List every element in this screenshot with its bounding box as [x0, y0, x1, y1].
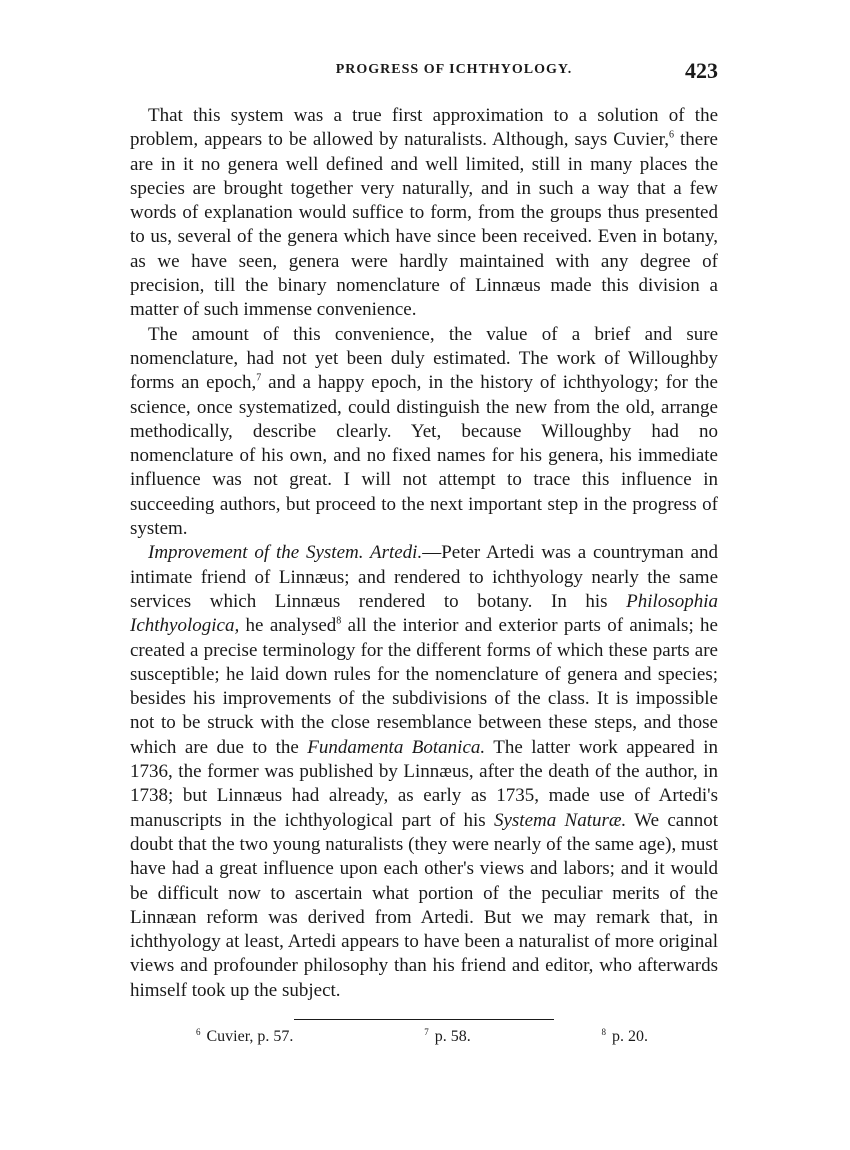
text-run: The amount of this convenience, the value of a brief and sure nomenclature, had not yet been duly estimated. The work of Willoughby forms an epoch,: [130, 323, 718, 394]
text-run: all the interior and exterior parts of animals; he created a precise terminology for the different forms of which these parts are susceptible; he laid down rules for the nomenclature of genera and species; besides his improvements of the subdivisions of the class. It is impossible not to be struck with the close resemblance between these steps, and those which are due to the: [130, 615, 718, 758]
footnote-text: p. 58.: [434, 1027, 471, 1045]
text-run: and a happy epoch, in the history of ichthyology; for the science, once systematized, could distinguish the new from the old, arrange methodically, describe clearly. Yet, because Willoughby had no nomenclature of his own, and no fixed names for his genera, his immediate influence was not great. I will not attempt to trace this influence in succeeding authors, but proceed to the next important step in the progress of system.: [130, 372, 718, 540]
italic-text: Philosophia Ichthyologica,: [130, 590, 718, 637]
footnote-ref: 8: [336, 615, 342, 627]
footnote-7: [424, 1028, 471, 1046]
text-run: The latter work appeared in 1736, the former was published by Linnæus, after the death of the author, in 1738; but Linnæus had already, as early as 1735, made use of Artedi's manuscripts in the ichthyological part of his: [130, 736, 718, 831]
footnote-divider-area: [130, 1019, 718, 1020]
footnote-text: p. 20.: [612, 1027, 648, 1045]
italic-text: Systema Naturæ.: [493, 809, 627, 831]
text-run: there are in it no genera well defined and well limited, still in many places the species are brought together very naturally, and in such a way that a few words of explanation would suffice to form, from the groups thus presented to us, several of the genera which have since been received. Even in botany, as we have seen, genera were hardly maintained with any degree of precision, till the binary nomenclature of Linnæus made this division a matter of such immense convenience.: [130, 129, 718, 321]
running-head: PROGRESS OF ICHTHYOLOGY.: [335, 62, 573, 77]
text-run: We cannot doubt that the two young naturalists (they were nearly of the same age), must have had a great influence upon each other's views and labors; and it would be difficult now to ascertain what portion of the peculiar merits of the Linnæan reform was derived from Artedi. But we may remark that, in ichthyology at least, Artedi appears to have been a naturalist of more original views and profounder philosophy than his friend and editor, who afterwards himself took up the subject.: [130, 809, 718, 1001]
page-header: [130, 58, 718, 88]
paragraph-p3: [130, 541, 718, 1003]
paragraph-p2: [130, 323, 718, 542]
footnote-ref: 7: [256, 372, 262, 384]
paragraph-p1: [130, 104, 718, 323]
italic-text: Improvement of the System. Artedi.: [148, 542, 423, 564]
footnote-mark: 8: [601, 1026, 606, 1037]
footnote-text: Cuvier, p. 57.: [206, 1027, 294, 1045]
book-page: [130, 58, 718, 1046]
italic-text: Fundamenta Botanica.: [307, 736, 486, 758]
text-run: he analysed: [239, 615, 337, 637]
footnote-8: [602, 1028, 649, 1046]
footnote-ref: 6: [668, 129, 674, 141]
footnote-6: [196, 1028, 293, 1046]
footnote-mark: 6: [196, 1026, 201, 1037]
text-run: That this system was a true first approximation to a solution of the problem, appears to be allowed by naturalists. Although, says Cuvier,: [130, 105, 718, 151]
text-run: —Peter Artedi was a countryman and intimate friend of Linnæus; and rendered to ichthyology nearly the same services which Linnæus rendered to botany. In his: [130, 542, 719, 612]
footnote-mark: 7: [424, 1026, 429, 1037]
page-number: 423: [685, 58, 718, 83]
footnote-rule: [294, 1019, 554, 1020]
footnotes: [130, 1028, 718, 1046]
body-text: [130, 104, 718, 1003]
